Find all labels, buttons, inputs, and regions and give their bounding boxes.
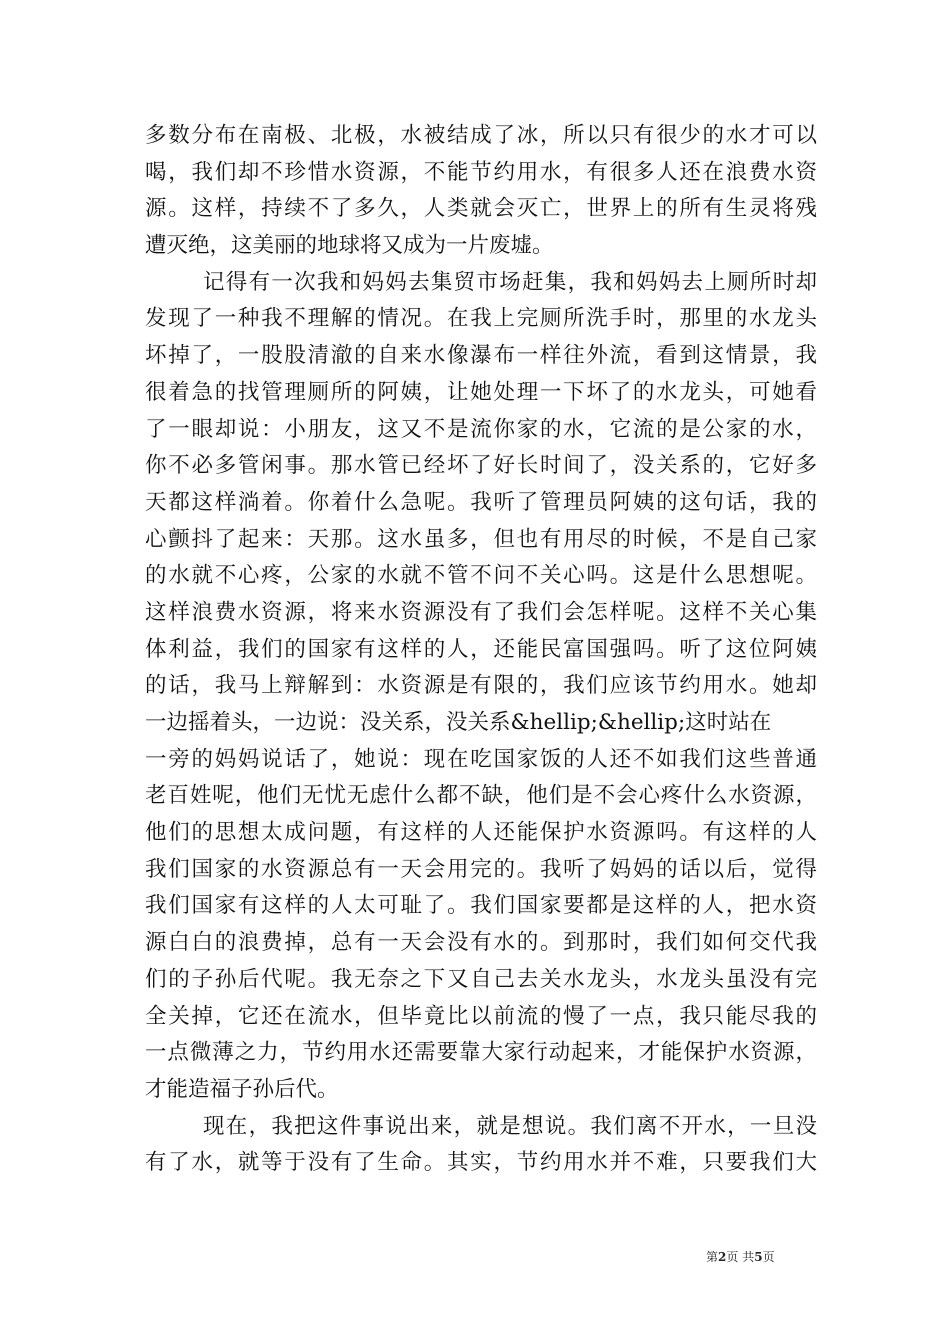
body-text xyxy=(145,118,817,1182)
text-line: 老百姓呢，他们无忧无虑什么都不缺，他们是不会心疼什么水资源， xyxy=(145,783,817,809)
text-line: 喝，我们却不珍惜水资源，不能节约用水，有很多人还在浪费水资 xyxy=(145,159,817,185)
text-line: 一边摇着头，一边说：没关系，没关系&hellip;&hellip;这时站在 xyxy=(145,710,772,735)
text-line: 体利益，我们的国家有这样的人，还能民富国强吗。听了这位阿姨 xyxy=(145,636,817,662)
text-line: 坏掉了，一股股清澈的自来水像瀑布一样往外流，看到这情景，我 xyxy=(145,343,817,369)
paragraph-start-line: 现在，我把这件事说出来，就是想说。我们离不开水，一旦没 xyxy=(203,1113,817,1139)
text-line: 源。这样，持续不了多久，人类就会灭亡，世界上的所有生灵将残 xyxy=(145,196,817,222)
paragraph-start-line: 记得有一次我和妈妈去集贸市场赶集，我和妈妈去上厕所时却 xyxy=(203,269,817,295)
text-line: 的水就不心疼，公家的水就不管不问不关心吗。这是什么思想呢。 xyxy=(145,563,817,589)
text-line: 了一眼却说：小朋友，这又不是流你家的水，它流的是公家的水， xyxy=(145,416,817,442)
text-line: 我们国家有这样的人太可耻了。我们国家要都是这样的人，把水资 xyxy=(145,893,817,919)
text-line: 才能造福子孙后代。 xyxy=(145,1076,339,1102)
page-number-footer xyxy=(706,1249,775,1265)
text-line: 的话，我马上辩解到：水资源是有限的，我们应该节约用水。她却 xyxy=(145,673,817,699)
text-line: 我们国家的水资源总有一天会用完的。我听了妈妈的话以后，觉得 xyxy=(145,856,817,882)
footer-middle: 页 共 xyxy=(726,1250,755,1264)
total-page-number: 5 xyxy=(754,1250,763,1264)
footer-suffix: 页 xyxy=(762,1250,775,1264)
text-line: 你不必多管闲事。那水管已经坏了好长时间了，没关系的，它好多 xyxy=(145,453,817,479)
text-line: 很着急的找管理厕所的阿姨，让她处理一下坏了的水龙头，可她看 xyxy=(145,379,817,405)
text-line: 有了水，就等于没有了生命。其实，节约用水并不难，只要我们大 xyxy=(145,1150,817,1176)
text-line: 这样浪费水资源，将来水资源没有了我们会怎样呢。这样不关心集 xyxy=(145,599,817,625)
text-line: 心颤抖了起来：天那。这水虽多，但也有用尽的时候，不是自己家 xyxy=(145,526,817,552)
text-line: 天都这样淌着。你着什么急呢。我听了管理员阿姨的这句话，我的 xyxy=(145,489,817,515)
text-line: 一旁的妈妈说话了，她说：现在吃国家饭的人还不如我们这些普通 xyxy=(145,746,817,772)
text-line: 源白白的浪费掉，总有一天会没有水的。到那时，我们如何交代我 xyxy=(145,930,817,956)
text-line: 们的子孙后代呢。我无奈之下又自己去关水龙头，水龙头虽没有完 xyxy=(145,966,817,992)
text-line: 发现了一种我不理解的情况。在我上完厕所洗手时，那里的水龙头 xyxy=(145,306,817,332)
current-page-number: 2 xyxy=(718,1250,727,1264)
text-line: 遭灭绝，这美丽的地球将又成为一片废墟。 xyxy=(145,233,554,259)
text-line: 全关掉，它还在流水，但毕竟比以前流的慢了一点，我只能尽我的 xyxy=(145,1003,817,1029)
text-line: 一点微薄之力，节约用水还需要靠大家行动起来，才能保护水资源， xyxy=(145,1040,817,1066)
text-line: 他们的思想太成问题，有这样的人还能保护水资源吗。有这样的人 xyxy=(145,820,817,846)
footer-prefix: 第 xyxy=(706,1250,719,1264)
text-line: 多数分布在南极、北极，水被结成了冰，所以只有很少的水才可以 xyxy=(145,123,817,148)
